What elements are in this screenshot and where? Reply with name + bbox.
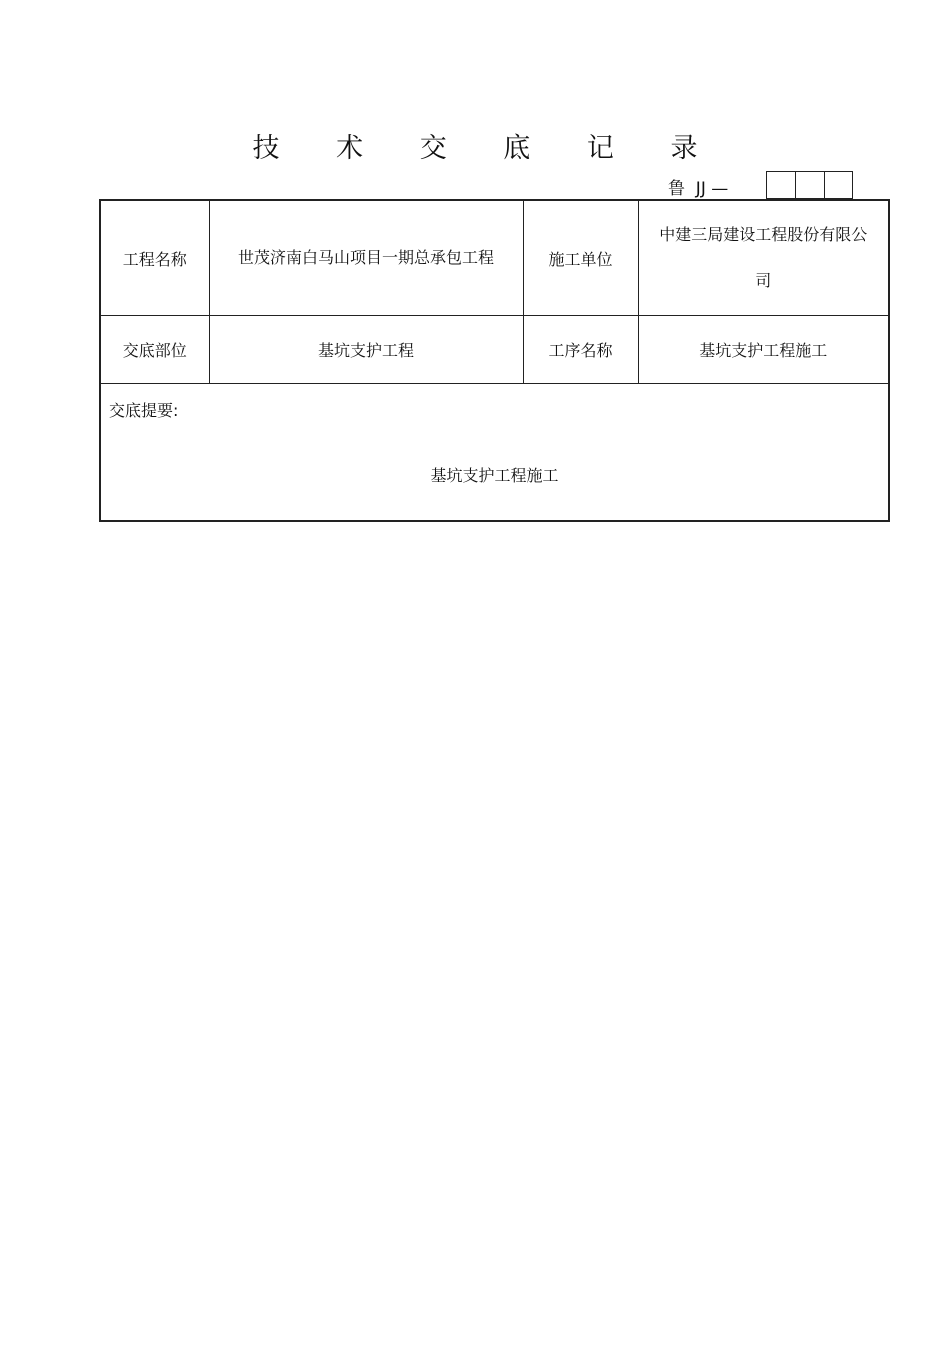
record-code	[668, 171, 746, 199]
construction-unit-text: 中建三局建设工程股份有限公司	[659, 225, 868, 290]
document-title: 技 术 交 底 记 录	[252, 133, 722, 164]
project-name-text: 世茂济南白马山项目一期总承包工程	[237, 248, 494, 267]
table-row	[100, 200, 889, 316]
record-code-box[interactable]	[795, 171, 824, 199]
handover-part-label: 交底部位	[100, 316, 209, 384]
record-code-box[interactable]	[824, 171, 853, 199]
project-name-value	[209, 200, 523, 316]
construction-unit-label: 施工单位	[523, 200, 638, 316]
record-code-boxes	[766, 171, 853, 199]
procedure-name-value: 基坑支护工程施工	[638, 316, 889, 384]
table-row	[100, 316, 889, 384]
table-row	[100, 384, 889, 522]
summary-cell	[100, 384, 889, 522]
handover-record-table	[99, 199, 890, 522]
project-name-label: 工程名称	[100, 200, 209, 316]
procedure-name-label: 工序名称	[523, 316, 638, 384]
handover-part-value: 基坑支护工程	[209, 316, 523, 384]
record-code-box[interactable]	[766, 171, 795, 199]
summary-content: 基坑支护工程施工	[430, 466, 559, 485]
summary-label: 交底提要:	[109, 401, 179, 420]
record-code-prefix: 鲁 JJ —	[668, 179, 729, 199]
construction-unit-value	[638, 200, 889, 316]
